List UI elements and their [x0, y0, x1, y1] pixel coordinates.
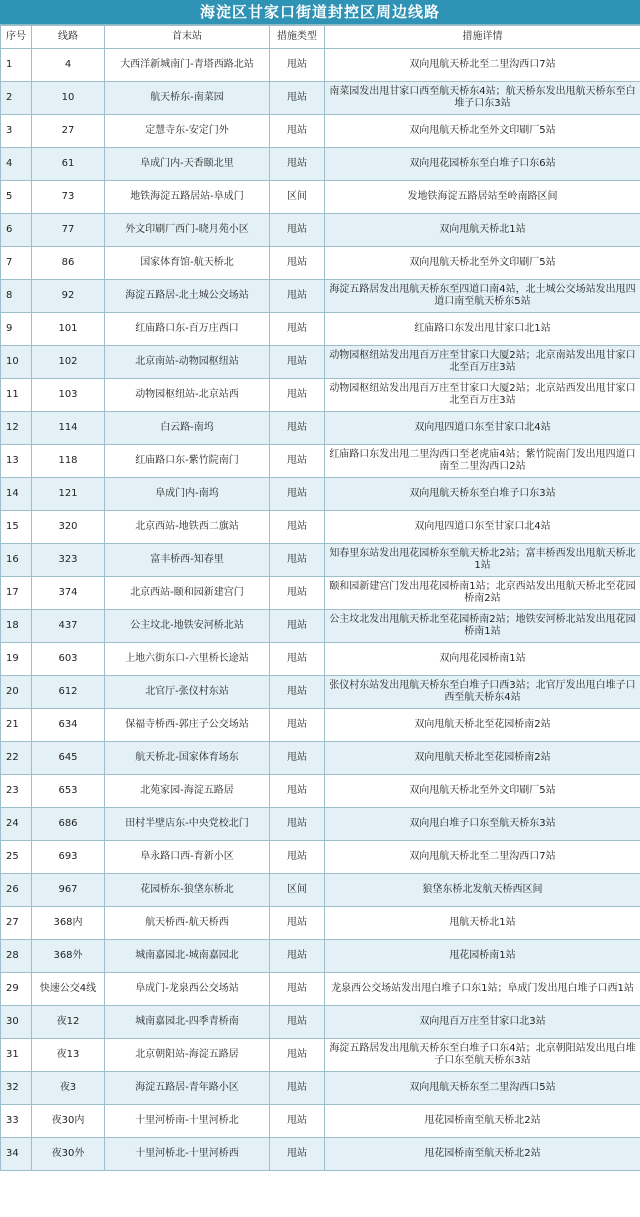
- table-row: [1, 247, 640, 280]
- cell-terminals: 十里河桥北-十里河桥西: [105, 1138, 270, 1171]
- table-row: [1, 676, 640, 709]
- cell-measure-details: 甩花园桥南至航天桥北2站: [325, 1105, 640, 1138]
- table-row: [1, 1105, 640, 1138]
- cell-no: 10: [1, 346, 32, 379]
- cell-route: 10: [32, 82, 105, 115]
- cell-measure-type: 甩站: [270, 907, 325, 940]
- cell-route: 27: [32, 115, 105, 148]
- cell-measure-details: 狼垡东桥北发航天桥西区间: [325, 874, 640, 907]
- cell-measure-details: 双向甩航天桥北至外文印刷厂5站: [325, 247, 640, 280]
- cell-route: 320: [32, 511, 105, 544]
- table-row: [1, 841, 640, 874]
- cell-no: 5: [1, 181, 32, 214]
- cell-measure-details: 双向甩航天桥东至二里沟西口5站: [325, 1072, 640, 1105]
- cell-route: 967: [32, 874, 105, 907]
- table-body: [1, 49, 640, 1171]
- cell-terminals: 外文印刷厂西门-晓月苑小区: [105, 214, 270, 247]
- cell-route: 374: [32, 577, 105, 610]
- cell-terminals: 海淀五路居-北土城公交场站: [105, 280, 270, 313]
- cell-no: 25: [1, 841, 32, 874]
- cell-measure-type: 甩站: [270, 1072, 325, 1105]
- cell-measure-type: 甩站: [270, 742, 325, 775]
- cell-measure-type: 甩站: [270, 1006, 325, 1039]
- cell-terminals: 上地六街东口-六里桥长途站: [105, 643, 270, 676]
- cell-no: 1: [1, 49, 32, 82]
- cell-measure-details: 红庙路口东发出甩甘家口北1站: [325, 313, 640, 346]
- cell-route: 645: [32, 742, 105, 775]
- cell-terminals: 航天桥西-航天桥西: [105, 907, 270, 940]
- cell-measure-details: 双向甩航天桥北1站: [325, 214, 640, 247]
- cell-measure-details: 甩花园桥南至航天桥北2站: [325, 1138, 640, 1171]
- cell-no: 26: [1, 874, 32, 907]
- cell-measure-type: 甩站: [270, 841, 325, 874]
- cell-route: 73: [32, 181, 105, 214]
- cell-terminals: 白云路-南坞: [105, 412, 270, 445]
- cell-measure-type: 甩站: [270, 808, 325, 841]
- cell-measure-details: 双向甩航天桥北至二里沟西口7站: [325, 49, 640, 82]
- cell-measure-details: 发地铁海淀五路居站至岭南路区间: [325, 181, 640, 214]
- cell-route: 101: [32, 313, 105, 346]
- cell-measure-type: 甩站: [270, 412, 325, 445]
- cell-no: 8: [1, 280, 32, 313]
- cell-no: 11: [1, 379, 32, 412]
- cell-terminals: 城南嘉园北-四季青桥南: [105, 1006, 270, 1039]
- table-row: [1, 1138, 640, 1171]
- table-row: [1, 412, 640, 445]
- cell-route: 61: [32, 148, 105, 181]
- cell-measure-details: 知春里东站发出甩花园桥东至航天桥北2站；富丰桥西发出甩航天桥北1站: [325, 544, 640, 577]
- cell-measure-type: 甩站: [270, 973, 325, 1006]
- cell-terminals: 北京西站-颐和园新建宫门: [105, 577, 270, 610]
- cell-measure-details: 双向甩航天桥北至外文印刷厂5站: [325, 115, 640, 148]
- table-row: [1, 577, 640, 610]
- cell-terminals: 富丰桥西-知春里: [105, 544, 270, 577]
- cell-no: 30: [1, 1006, 32, 1039]
- cell-measure-details: 甩航天桥北1站: [325, 907, 640, 940]
- cell-no: 33: [1, 1105, 32, 1138]
- cell-route: 夜12: [32, 1006, 105, 1039]
- table-row: [1, 610, 640, 643]
- cell-route: 121: [32, 478, 105, 511]
- cell-no: 24: [1, 808, 32, 841]
- cell-terminals: 动物园枢纽站-北京站西: [105, 379, 270, 412]
- cell-no: 12: [1, 412, 32, 445]
- cell-measure-type: 甩站: [270, 610, 325, 643]
- cell-route: 612: [32, 676, 105, 709]
- cell-route: 323: [32, 544, 105, 577]
- cell-no: 4: [1, 148, 32, 181]
- table-row: [1, 115, 640, 148]
- cell-terminals: 花园桥东-狼垡东桥北: [105, 874, 270, 907]
- cell-measure-type: 甩站: [270, 940, 325, 973]
- table-row: [1, 379, 640, 412]
- cell-measure-details: 双向甩百万庄至甘家口北3站: [325, 1006, 640, 1039]
- cell-measure-type: 甩站: [270, 346, 325, 379]
- cell-no: 21: [1, 709, 32, 742]
- cell-measure-details: 双向甩花园桥东至白堆子口东6站: [325, 148, 640, 181]
- cell-no: 22: [1, 742, 32, 775]
- table-row: [1, 313, 640, 346]
- cell-terminals: 北官厅-张仪村东站: [105, 676, 270, 709]
- cell-no: 32: [1, 1072, 32, 1105]
- table-header: [1, 26, 640, 49]
- cell-measure-type: 甩站: [270, 709, 325, 742]
- cell-terminals: 红庙路口东-百万庄西口: [105, 313, 270, 346]
- cell-route: 103: [32, 379, 105, 412]
- cell-measure-details: 红庙路口东发出甩二里沟西口至老虎庙4站；紫竹院南门发出甩四道口南至二里沟西口2站: [325, 445, 640, 478]
- cell-route: 368内: [32, 907, 105, 940]
- cell-measure-type: 甩站: [270, 1039, 325, 1072]
- cell-no: 20: [1, 676, 32, 709]
- cell-terminals: 大西洋新城南门-青塔西路北站: [105, 49, 270, 82]
- cell-route: 86: [32, 247, 105, 280]
- cell-measure-details: 双向甩航天桥北至花园桥南2站: [325, 709, 640, 742]
- cell-route: 夜30外: [32, 1138, 105, 1171]
- table-row: [1, 709, 640, 742]
- cell-route: 夜3: [32, 1072, 105, 1105]
- cell-route: 603: [32, 643, 105, 676]
- table-row: [1, 874, 640, 907]
- cell-terminals: 城南嘉园北-城南嘉园北: [105, 940, 270, 973]
- cell-no: 34: [1, 1138, 32, 1171]
- cell-measure-type: 区间: [270, 874, 325, 907]
- cell-route: 102: [32, 346, 105, 379]
- table-row: [1, 1006, 640, 1039]
- cell-route: 686: [32, 808, 105, 841]
- table-row: [1, 445, 640, 478]
- cell-no: 16: [1, 544, 32, 577]
- cell-terminals: 国家体育馆-航天桥北: [105, 247, 270, 280]
- header-row: [1, 26, 640, 49]
- cell-measure-type: 甩站: [270, 49, 325, 82]
- cell-measure-type: 甩站: [270, 445, 325, 478]
- cell-route: 368外: [32, 940, 105, 973]
- cell-route: 118: [32, 445, 105, 478]
- table-row: [1, 1039, 640, 1072]
- cell-route: 77: [32, 214, 105, 247]
- cell-no: 6: [1, 214, 32, 247]
- cell-measure-type: 甩站: [270, 1105, 325, 1138]
- table-row: [1, 49, 640, 82]
- cell-measure-details: 双向甩花园桥南1站: [325, 643, 640, 676]
- cell-terminals: 公主坟北-地铁安河桥北站: [105, 610, 270, 643]
- table-row: [1, 280, 640, 313]
- cell-measure-details: 甩花园桥南1站: [325, 940, 640, 973]
- table-row: [1, 973, 640, 1006]
- cell-measure-details: 双向甩航天桥北至外文印刷厂5站: [325, 775, 640, 808]
- cell-terminals: 十里河桥南-十里河桥北: [105, 1105, 270, 1138]
- cell-terminals: 红庙路口东-紫竹院南门: [105, 445, 270, 478]
- cell-no: 23: [1, 775, 32, 808]
- cell-measure-type: 甩站: [270, 478, 325, 511]
- header-route: 线路: [32, 26, 105, 49]
- cell-measure-details: 海淀五路居发出甩航天桥东至白堆子口东4站；北京朝阳站发出甩白堆子口东至航天桥东3站: [325, 1039, 640, 1072]
- cell-no: 29: [1, 973, 32, 1006]
- cell-terminals: 北京南站-动物园枢纽站: [105, 346, 270, 379]
- cell-terminals: 阜成门-龙泉西公交场站: [105, 973, 270, 1006]
- cell-no: 17: [1, 577, 32, 610]
- cell-terminals: 田村半壁店东-中央党校北门: [105, 808, 270, 841]
- cell-terminals: 航天桥东-南菜园: [105, 82, 270, 115]
- cell-measure-type: 甩站: [270, 544, 325, 577]
- cell-measure-type: 甩站: [270, 775, 325, 808]
- cell-measure-type: 甩站: [270, 643, 325, 676]
- table-row: [1, 742, 640, 775]
- cell-measure-type: 甩站: [270, 82, 325, 115]
- header-terminals: 首末站: [105, 26, 270, 49]
- cell-route: 634: [32, 709, 105, 742]
- cell-measure-details: 动物园枢纽站发出甩百万庄至甘家口大厦2站；北京南站发出甩甘家口北至百万庄3站: [325, 346, 640, 379]
- table-row: [1, 82, 640, 115]
- cell-terminals: 航天桥北-国家体育场东: [105, 742, 270, 775]
- cell-route: 快速公交4线: [32, 973, 105, 1006]
- table-row: [1, 907, 640, 940]
- cell-measure-details: 南菜园发出甩甘家口西至航天桥东4站；航天桥东发出甩航天桥东至白堆子口东3站: [325, 82, 640, 115]
- table-row: [1, 346, 640, 379]
- cell-measure-details: 双向甩四道口东至甘家口北4站: [325, 511, 640, 544]
- cell-route: 653: [32, 775, 105, 808]
- header-measure-details: 措施详情: [325, 26, 640, 49]
- table-row: [1, 214, 640, 247]
- cell-measure-type: 甩站: [270, 148, 325, 181]
- cell-measure-type: 区间: [270, 181, 325, 214]
- cell-measure-type: 甩站: [270, 676, 325, 709]
- cell-no: 19: [1, 643, 32, 676]
- table-row: [1, 940, 640, 973]
- cell-terminals: 阜永路口西-育新小区: [105, 841, 270, 874]
- cell-no: 15: [1, 511, 32, 544]
- cell-route: 114: [32, 412, 105, 445]
- cell-measure-type: 甩站: [270, 247, 325, 280]
- cell-no: 28: [1, 940, 32, 973]
- cell-measure-type: 甩站: [270, 280, 325, 313]
- cell-no: 3: [1, 115, 32, 148]
- table-row: [1, 181, 640, 214]
- cell-measure-type: 甩站: [270, 115, 325, 148]
- cell-measure-details: 海淀五路居发出甩航天桥东至四道口南4站，北土城公交场站发出甩四道口南至航天桥东5站: [325, 280, 640, 313]
- cell-no: 18: [1, 610, 32, 643]
- cell-route: 4: [32, 49, 105, 82]
- cell-terminals: 保福寺桥西-郭庄子公交场站: [105, 709, 270, 742]
- cell-no: 31: [1, 1039, 32, 1072]
- cell-terminals: 北京朝阳站-海淀五路居: [105, 1039, 270, 1072]
- table-row: [1, 1072, 640, 1105]
- cell-terminals: 北苑家园-海淀五路居: [105, 775, 270, 808]
- cell-route: 92: [32, 280, 105, 313]
- table-row: [1, 511, 640, 544]
- table-title: 海淀区甘家口街道封控区周边线路: [0, 0, 640, 25]
- header-measure-type: 措施类型: [270, 26, 325, 49]
- cell-terminals: 海淀五路居-青年路小区: [105, 1072, 270, 1105]
- table-row: [1, 808, 640, 841]
- cell-measure-details: 动物园枢纽站发出甩百万庄至甘家口大厦2站；北京站西发出甩甘家口北至百万庄3站: [325, 379, 640, 412]
- table-row: [1, 775, 640, 808]
- table-row: [1, 643, 640, 676]
- cell-no: 2: [1, 82, 32, 115]
- cell-measure-details: 颐和园新建宫门发出甩花园桥南1站；北京西站发出甩航天桥北至花园桥南2站: [325, 577, 640, 610]
- cell-measure-type: 甩站: [270, 214, 325, 247]
- cell-measure-details: 双向甩航天桥北至二里沟西口7站: [325, 841, 640, 874]
- cell-measure-details: 双向甩航天桥东至白堆子口东3站: [325, 478, 640, 511]
- cell-terminals: 北京西站-地铁西二旗站: [105, 511, 270, 544]
- table-row: [1, 478, 640, 511]
- header-no: 序号: [1, 26, 32, 49]
- cell-measure-type: 甩站: [270, 577, 325, 610]
- cell-measure-details: 双向甩白堆子口东至航天桥东3站: [325, 808, 640, 841]
- cell-route: 693: [32, 841, 105, 874]
- cell-no: 9: [1, 313, 32, 346]
- routes-table: [0, 25, 640, 1171]
- cell-measure-type: 甩站: [270, 313, 325, 346]
- cell-measure-details: 双向甩四道口东至甘家口北4站: [325, 412, 640, 445]
- cell-route: 437: [32, 610, 105, 643]
- cell-terminals: 阜成门内-南坞: [105, 478, 270, 511]
- cell-measure-details: 双向甩航天桥北至花园桥南2站: [325, 742, 640, 775]
- cell-measure-details: 龙泉西公交场站发出甩白堆子口东1站；阜成门发出甩白堆子口西1站: [325, 973, 640, 1006]
- cell-terminals: 定慧寺东-安定门外: [105, 115, 270, 148]
- cell-measure-details: 公主坟北发出甩航天桥北至花园桥南2站；地铁安河桥北站发出甩花园桥南1站: [325, 610, 640, 643]
- cell-terminals: 阜成门内-天香颐北里: [105, 148, 270, 181]
- table-row: [1, 544, 640, 577]
- cell-measure-details: 张仪村东站发出甩航天桥东至白堆子口西3站；北官厅发出甩白堆子口西至航天桥东4站: [325, 676, 640, 709]
- cell-no: 13: [1, 445, 32, 478]
- cell-route: 夜30内: [32, 1105, 105, 1138]
- cell-no: 14: [1, 478, 32, 511]
- cell-measure-type: 甩站: [270, 1138, 325, 1171]
- table-row: [1, 148, 640, 181]
- cell-measure-type: 甩站: [270, 379, 325, 412]
- cell-route: 夜13: [32, 1039, 105, 1072]
- cell-no: 27: [1, 907, 32, 940]
- cell-no: 7: [1, 247, 32, 280]
- cell-measure-type: 甩站: [270, 511, 325, 544]
- cell-terminals: 地铁海淀五路居站-阜成门: [105, 181, 270, 214]
